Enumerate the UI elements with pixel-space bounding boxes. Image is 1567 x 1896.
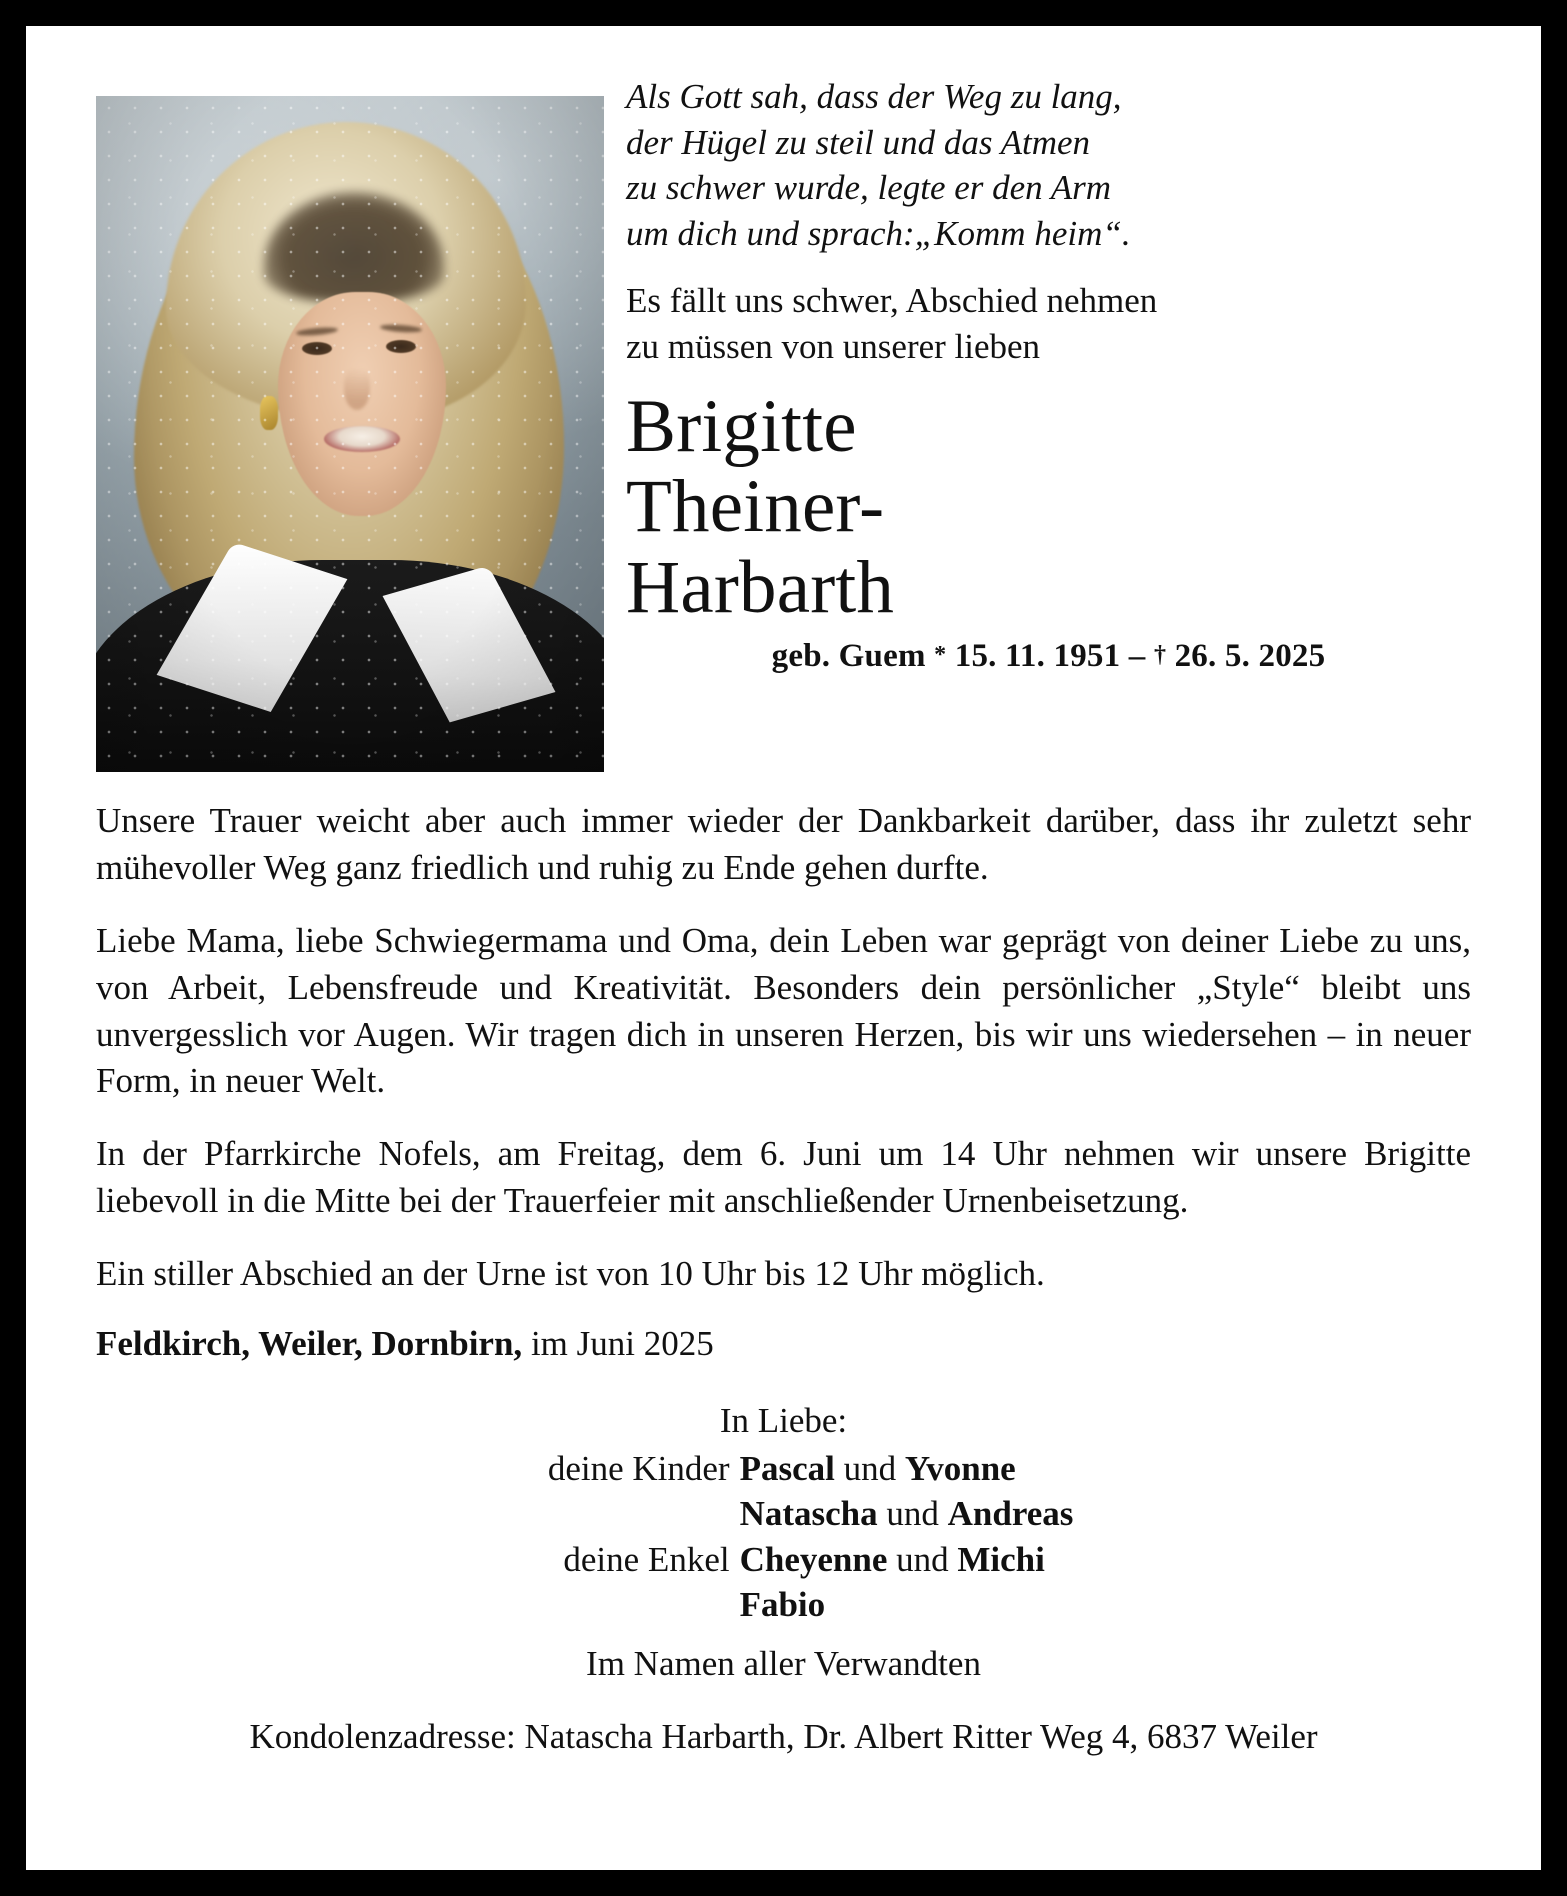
- family-row: [494, 1446, 1074, 1492]
- deceased-name: [626, 387, 1471, 628]
- family-name: Natascha: [739, 1494, 878, 1534]
- family-row-label: deine Enkel: [563, 1539, 730, 1579]
- name-line-3: Harbarth: [626, 545, 895, 629]
- family-closing: Im Namen aller Verwandten: [586, 1644, 981, 1684]
- family-name: Michi: [957, 1539, 1045, 1579]
- header-section: [96, 74, 1471, 772]
- family-name: Pascal: [739, 1448, 835, 1488]
- intro-line-2: zu müssen von unserer lieben: [626, 326, 1041, 366]
- place-and-date: [96, 1324, 1471, 1364]
- verse-line-1: Als Gott sah, dass der Weg zu lang,: [626, 77, 1122, 116]
- family-row-label: deine Kinder: [547, 1448, 730, 1488]
- life-dates: [626, 638, 1471, 675]
- intro-line-1: Es fällt uns schwer, Abschied nehmen: [626, 281, 1158, 320]
- family-row: [494, 1537, 1074, 1583]
- family-name: Andreas: [947, 1494, 1074, 1534]
- maiden-name: geb. Guem: [771, 637, 926, 674]
- family-name: Fabio: [739, 1585, 826, 1625]
- condolence-address: Kondolenzadresse: Natascha Harbarth, Dr. Albert Ritter Weg 4, 6837 Weiler: [249, 1716, 1318, 1756]
- family-row-label: [494, 1491, 740, 1537]
- place-month: im Juni 2025: [522, 1324, 714, 1364]
- family-row-names: [740, 1582, 826, 1628]
- birth-symbol-icon: *: [934, 641, 947, 668]
- family-conjunction: und: [834, 1448, 905, 1488]
- place-names: Feldkirch, Weiler, Dornbirn,: [96, 1324, 523, 1364]
- family-row: [494, 1582, 1074, 1628]
- date-separator: –: [1128, 637, 1146, 674]
- death-date: 26. 5. 2025: [1174, 637, 1326, 674]
- family-section: [96, 1398, 1471, 1687]
- family-conjunction: und: [877, 1494, 948, 1534]
- family-row-names: [740, 1537, 1045, 1583]
- portrait-photo: [96, 96, 604, 772]
- paragraph-gratitude: Unsere Trauer weicht aber auch immer wieder der Dankbarkeit darüber, dass ihr zuletzt sehr mühevoller Weg ganz friedlich und ruhig zu Ende gehen durfte.: [96, 801, 1471, 887]
- verse-line-4: um dich und sprach:„Komm heim“.: [626, 213, 1131, 253]
- verse-line-3: zu schwer wurde, legte er den Arm: [626, 168, 1112, 207]
- portrait-container: [96, 74, 606, 772]
- obituary-card: [26, 26, 1541, 1870]
- family-row-label: [494, 1582, 740, 1628]
- family-conjunction: und: [887, 1539, 958, 1579]
- intro-text: [626, 278, 1471, 369]
- birth-date: 15. 11. 1951: [954, 637, 1121, 674]
- family-row-names: [740, 1491, 1074, 1537]
- paragraph-tribute: Liebe Mama, liebe Schwiegermama und Oma, dein Leben war geprägt von deiner Liebe zu uns, von Arbeit, Lebensfreude und Kreativität. Besonders dein persönlicher „Style“ bleibt uns unvergesslich vor Augen. Wir tragen dich in unseren Herzen, bis wir uns wiedersehen – in neuer Form, in neuer Welt.: [96, 920, 1471, 1101]
- verse-line-2: der Hügel zu steil und das Atmen: [626, 122, 1091, 162]
- family-name: Yvonne: [904, 1448, 1016, 1488]
- family-list: [494, 1446, 1074, 1628]
- paragraph-visitation: Ein stiller Abschied an der Urne ist von 10 Uhr bis 12 Uhr möglich.: [96, 1254, 1045, 1294]
- family-heading: In Liebe:: [719, 1401, 848, 1441]
- family-row: [494, 1491, 1074, 1537]
- name-line-2: Theiner-: [626, 465, 885, 549]
- body-section: [96, 798, 1471, 1364]
- cross-symbol-icon: †: [1153, 641, 1167, 668]
- memorial-verse: [626, 74, 1471, 256]
- header-text: [606, 74, 1471, 675]
- family-row-names: [740, 1446, 1016, 1492]
- family-name: Cheyenne: [739, 1539, 888, 1579]
- paragraph-service-details: In der Pfarrkirche Nofels, am Freitag, dem 6. Juni um 14 Uhr nehmen wir unsere Brigitte liebevoll in die Mitte bei der Trauerfeier mit anschließender Urnenbeisetzung.: [96, 1134, 1471, 1221]
- name-line-1: Brigitte: [626, 385, 857, 468]
